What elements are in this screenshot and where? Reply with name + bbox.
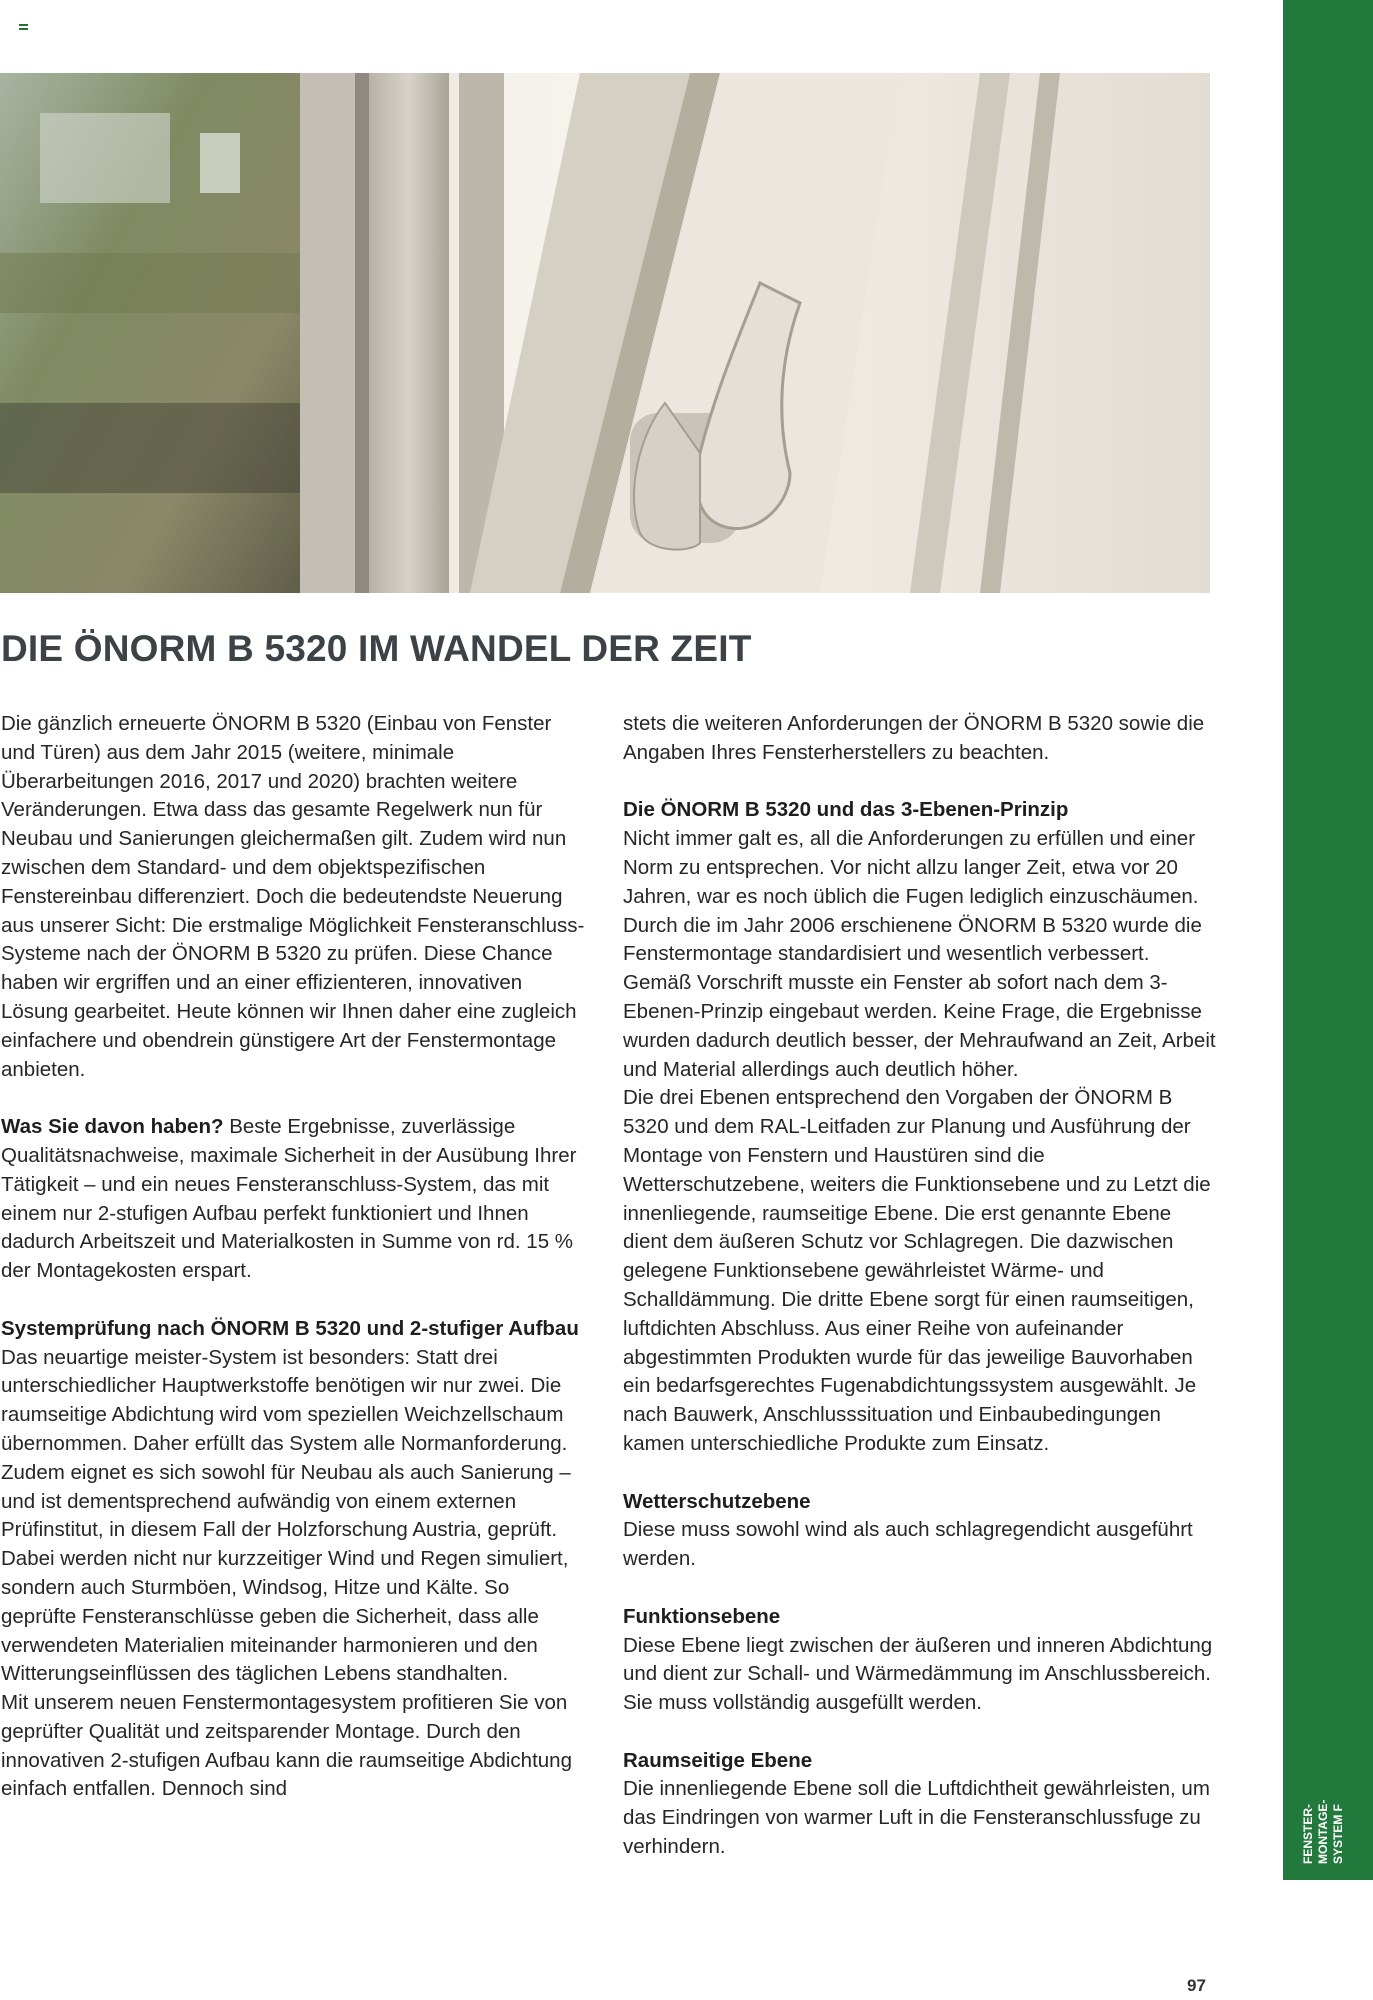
left-paragraph-4: Dabei werden nicht nur kurzzeitiger Wind und Regen simuliert, sondern auch Sturmböen, Windsog, Hitze und Kälte. So geprüfte Fensteranschlüsse geben die Sicherheit, dass alle verwendeten Materialien miteinander harmonieren und den Witterungseinflüssen des täglichen Lebens standhalten.	[1, 1547, 569, 1686]
left-paragraph-2-lead: Was Sie davon haben?	[1, 1115, 224, 1139]
right-column	[623, 710, 1218, 1862]
right-heading-funktionsebene: Funktionsebene	[623, 1604, 781, 1628]
right-paragraph-2: Die drei Ebenen entsprechend den Vorgaben der ÖNORM B 5320 und dem RAL-Leitfaden zur Planung und Ausführung der Montage von Fenstern und Haustüren sind die Wetterschutzebene, weiters die Funktionsebene und zu Letzt die innenliegende, raumseitige Ebene. Die erst genannte Ebene dient dem äußeren Schutz vor Schlagregen. Die dazwischen gelegene Funktionsebene gewährleistet Wärme- und Schalldämmung. Die dritte Ebene sorgt für einen raumseitigen, luftdichten Abschluss. Aus einer Reihe von aufeinander abgestimmten Produkten wurde für das jeweilige Bauvorhaben ein bedarfsgerechtes Fugenabdichtungssystem ausgewählt. Je nach Bauwerk, Anschlusssituation und Einbaubedingungen kamen unterschiedliche Produkte zum Einsatz.	[623, 1086, 1211, 1455]
left-heading-systempruefung: Systemprüfung nach ÖNORM B 5320 und 2-stufiger Aufbau	[1, 1316, 579, 1340]
right-heading-wetterschutzebene: Wetterschutzebene	[623, 1489, 811, 1513]
left-paragraph-1: Die gänzlich erneuerte ÖNORM B 5320 (Einbau von Fenster und Türen) aus dem Jahr 2015 (weitere, minimale Überarbeitungen 2016, 2017 und 2020) brachten weitere Veränderungen. Etwa dass das gesamte Regelwerk nun für Neubau und Sanierungen gleichermaßen gilt. Zudem wird nun zwischen dem Standard- und dem objektspezifischen Fenstereinbau differenziert. Doch die bedeutendste Neuerung aus unserer Sicht: Die erstmalige Möglichkeit Fensteranschluss-Systeme nach der ÖNORM B 5320 zu prüfen. Diese Chance haben wir ergriffen und an einer effizienteren, innovativen Lösung gearbeitet. Heute können wir Ihnen daher eine zugleich einfachere und obendrein günstigere Art der Fenstermontage anbieten.	[1, 712, 585, 1081]
side-tab-label[interactable]: FENSTER- MONTAGE- SYSTEM F	[1301, 1799, 1345, 1864]
right-paragraph-4: Diese Ebene liegt zwischen der äußeren und inneren Abdichtung und dient zur Schall- und Wärmedämmung im Anschlussbereich. Sie muss vollständig ausgefüllt werden.	[623, 1633, 1213, 1715]
right-heading-raumseitige-ebene: Raumseitige Ebene	[623, 1748, 813, 1772]
left-paragraph-3: Das neuartige meister-System ist besonders: Statt drei unterschiedlicher Hauptwerkstoffe benötigen wir nur zwei. Die raumseitige Abdichtung wird vom speziellen Weichzellschaum übernommen. Daher erfüllt das System alle Normanforderung. Zudem eignet es sich sowohl für Neubau als auch Sanierung – und ist dementsprechend aufwändig von einem externen Prüfinstitut, in diesem Fall der Holzforschung Austria, geprüft.	[1, 1345, 571, 1542]
menu-icon[interactable]	[19, 24, 28, 32]
menu-icon-line	[19, 24, 28, 26]
page-title: DIE ÖNORM B 5320 IM WANDEL DER ZEIT	[1, 628, 752, 669]
right-paragraph-0: stets die weiteren Anforderungen der ÖNORM B 5320 sowie die Angaben Ihres Fensterherstellers zu beachten.	[623, 712, 1205, 764]
left-paragraph-2-text: Beste Ergebnisse, zuverlässige Qualitätsnachweise, maximale Sicherheit in der Ausübung Ihrer Tätigkeit – und ein neues Fensteranschluss-System, das mit einem nur 2-stufigen Aufbau perfekt funktioniert und Ihnen dadurch Arbeitszeit und Materialkosten in Summe von rd. 15 % der Montagekosten erspart.	[1, 1115, 577, 1283]
window-handle-photo	[0, 73, 1210, 593]
side-tab-bar	[1283, 0, 1373, 1880]
window-photo-illustration	[0, 73, 1210, 593]
right-paragraph-3: Diese muss sowohl wind als auch schlagregendicht ausgeführt werden.	[623, 1518, 1193, 1571]
left-paragraph-2	[1, 1113, 586, 1286]
page-number: 97	[1187, 1976, 1206, 1995]
left-column	[1, 710, 586, 1804]
right-paragraph-1: Nicht immer galt es, all die Anforderungen zu erfüllen und einer Norm zu entsprechen. Vor nicht allzu langer Zeit, etwa vor 20 Jahren, war es noch üblich die Fugen lediglich einzuschäumen. Durch die im Jahr 2006 erschienene ÖNORM B 5320 wurde die Fenstermontage standardisiert und wesentlich verbessert. Gemäß Vorschrift musste ein Fenster ab sofort nach dem 3-Ebenen-Prinzip eingebaut werden. Keine Frage, die Ergebnisse wurden dadurch deutlich besser, der Mehraufwand an Zeit, Arbeit und Material allerdings auch deutlich höher.	[623, 827, 1216, 1081]
right-paragraph-5: Die innenliegende Ebene soll die Luftdichtheit gewährleisten, um das Eindringen von warmer Luft in die Fensteranschlussfuge zu verhindern.	[623, 1777, 1210, 1859]
left-paragraph-5: Mit unserem neuen Fenstermontagesystem profitieren Sie von geprüfter Qualität und zeitsparender Montage. Durch den innovativen 2-stufigen Aufbau kann die raumseitige Abdichtung einfach entfallen. Dennoch sind	[1, 1691, 572, 1801]
right-heading-3-ebenen: Die ÖNORM B 5320 und das 3-Ebenen-Prinzip	[623, 798, 1069, 822]
menu-icon-line	[19, 28, 28, 30]
